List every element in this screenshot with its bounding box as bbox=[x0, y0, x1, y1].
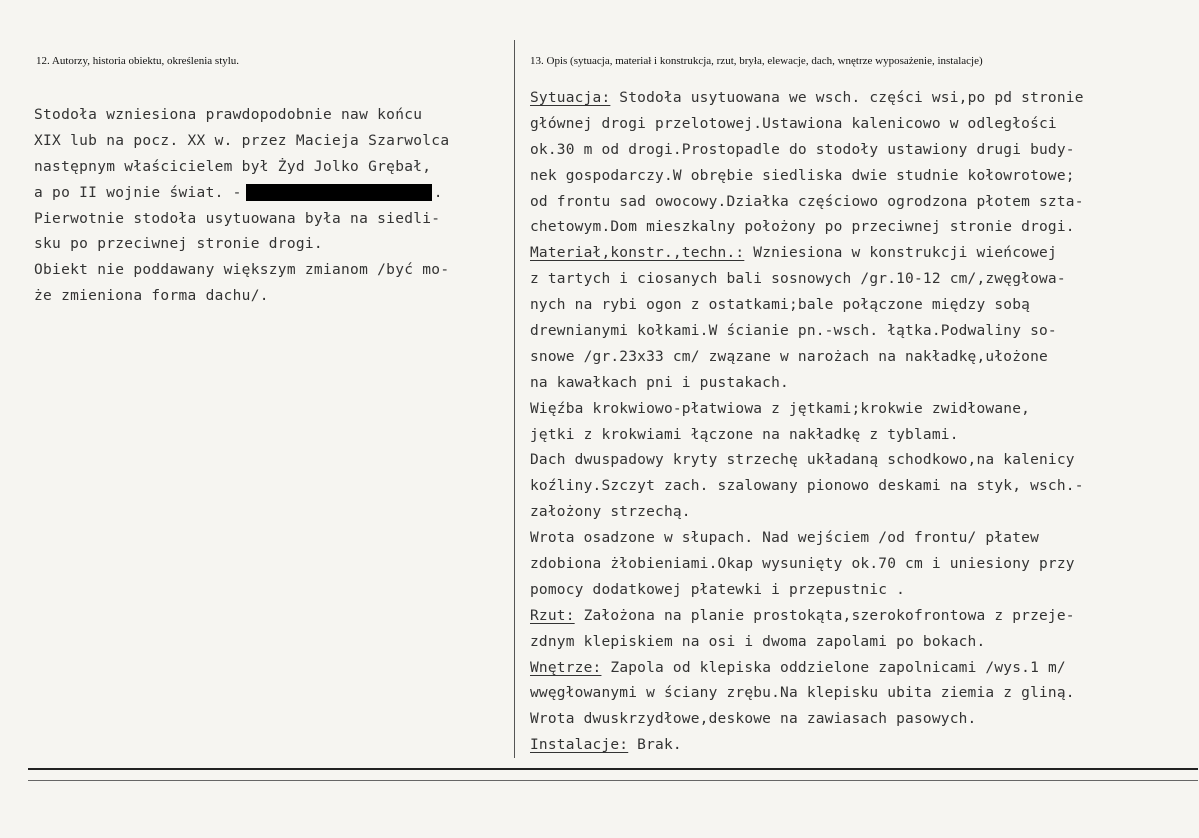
line-text: Wrota osadzone w słupach. Nad wejściem /od frontu/ płatew bbox=[530, 530, 1039, 547]
line-text: zdobiona żłobieniami.Okap wysunięty ok.70 cm i uniesiony przy bbox=[530, 556, 1075, 573]
text-line bbox=[530, 474, 1196, 500]
line-text: od frontu sad owocowy.Działka częściowo ogrodzona płotem szta- bbox=[530, 193, 1084, 210]
text-line bbox=[530, 371, 1196, 397]
line-text: ok.30 m od drogi.Prostopadle do stodoły ustawiony drugi budy- bbox=[530, 141, 1075, 158]
redaction-bar bbox=[246, 184, 432, 201]
section-12-body bbox=[34, 103, 514, 310]
line-text: nek gospodarczy.W obrębie siedliska dwie studnie kołowrotowe; bbox=[530, 167, 1075, 184]
text-line bbox=[530, 112, 1196, 138]
text-line bbox=[530, 448, 1196, 474]
text-line bbox=[530, 733, 1196, 759]
text-line bbox=[530, 552, 1196, 578]
line-text: Stodoła usytuowana we wsch. części wsi,po pd stronie bbox=[610, 90, 1084, 106]
line-text: Dach dwuspadowy kryty strzechę układaną schodkowo,na kalenicy bbox=[530, 452, 1075, 469]
line-text: na kawałkach pni i pustakach. bbox=[530, 374, 789, 391]
text-line bbox=[530, 578, 1196, 604]
section-label: Wnętrze: bbox=[530, 659, 602, 676]
text-line: że zmieniona forma dachu/. bbox=[34, 288, 269, 305]
section-12-heading: 12. Autorzy, historia obiektu, określenia stylu. bbox=[36, 55, 240, 67]
column-divider bbox=[514, 40, 515, 758]
text-line bbox=[530, 423, 1196, 449]
section-13-body bbox=[530, 86, 1196, 759]
section-label: Instalacje: bbox=[530, 737, 629, 754]
text-line bbox=[530, 681, 1196, 707]
text-line bbox=[530, 86, 1196, 112]
line-text: pomocy dodatkowej płatewki i przepustnic . bbox=[530, 581, 906, 598]
text-line: Stodoła wzniesiona prawdopodobnie naw końcu bbox=[34, 107, 423, 123]
text-line: sku po przeciwnej stronie drogi. bbox=[34, 236, 323, 253]
text-line bbox=[530, 630, 1196, 656]
text-line: XIX lub na pocz. XX w. przez Macieja Szarwolca bbox=[34, 132, 450, 149]
line-text: chetowym.Dom mieszkalny położony po przeciwnej stronie drogi. bbox=[530, 219, 1075, 236]
text-line: następnym właścicielem był Żyd Jolko Grębał, bbox=[34, 158, 432, 175]
text-line bbox=[530, 190, 1196, 216]
section-label: Materiał,konstr.,techn.: bbox=[530, 245, 745, 262]
section-13-heading: 13. Opis (sytuacja, materiał i konstrukcja, rzut, bryła, elewacje, dach, wnętrze wyposażenie, instalacje) bbox=[530, 55, 983, 67]
line-text: Brak. bbox=[628, 737, 682, 754]
line-text: nych na rybi ogon z ostatkami;bale połączone między sobą bbox=[530, 297, 1031, 314]
text-line: a po II wojnie świat. - . bbox=[34, 184, 443, 201]
line-text: Założona na planie prostokąta,szerokofrontowa z przeje- bbox=[574, 607, 1075, 624]
line-text: snowe /gr.23x33 cm/ zwązane w narożach na nakładkę,ułożone bbox=[530, 348, 1048, 365]
text-line bbox=[530, 707, 1196, 733]
text-line bbox=[530, 345, 1196, 371]
line-text: koźliny.Szczyt zach. szalowany pionowo deskami na styk, wsch.- bbox=[530, 478, 1084, 495]
line-text: zdnym klepiskiem na osi i dwoma zapolami po bokach. bbox=[530, 633, 986, 650]
text-line bbox=[530, 500, 1196, 526]
text-line bbox=[530, 604, 1196, 630]
line-text: Więźba krokwiowo-płatwiowa z jętkami;krokwie zwidłowane, bbox=[530, 400, 1031, 417]
text-line bbox=[530, 397, 1196, 423]
text-line: Obiekt nie poddawany większym zmianom /być mo- bbox=[34, 262, 450, 279]
text-line bbox=[530, 267, 1196, 293]
line-text: z tartych i ciosanych bali sosnowych /gr.10-12 cm/,zwęgłowa- bbox=[530, 271, 1066, 288]
line-text: Wzniesiona w konstrukcji wieńcowej bbox=[744, 245, 1057, 262]
line-text: Zapola od klepiska oddzielone zapolnicami /wys.1 m/ bbox=[601, 659, 1066, 676]
line-text: drewnianymi kołkami.W ścianie pn.-wsch. łątka.Podwaliny so- bbox=[530, 323, 1057, 340]
text-line: Pierwotnie stodoła usytuowana była na siedli- bbox=[34, 210, 441, 227]
section-label: Sytuacja: bbox=[530, 90, 611, 106]
bottom-rule-thin bbox=[28, 780, 1198, 781]
section-label: Rzut: bbox=[530, 607, 575, 624]
text-line bbox=[530, 526, 1196, 552]
line-text: jętki z krokwiami łączone na nakładkę z tyblami. bbox=[530, 426, 959, 443]
text-line bbox=[530, 241, 1196, 267]
text-line bbox=[530, 138, 1196, 164]
text-line bbox=[530, 656, 1196, 682]
line-text: wwęgłowanymi w ściany zrębu.Na klepisku ubita ziemia z gliną. bbox=[530, 685, 1075, 702]
line-text: Wrota dwuskrzydłowe,deskowe na zawiasach pasowych. bbox=[530, 711, 977, 728]
line-text: założony strzechą. bbox=[530, 504, 691, 521]
text-line bbox=[530, 293, 1196, 319]
bottom-rule bbox=[28, 768, 1198, 770]
text-line bbox=[530, 164, 1196, 190]
text-line bbox=[530, 215, 1196, 241]
text-line bbox=[530, 319, 1196, 345]
line-text: głównej drogi przelotowej.Ustawiona kalenicowo w odległości bbox=[530, 115, 1057, 132]
